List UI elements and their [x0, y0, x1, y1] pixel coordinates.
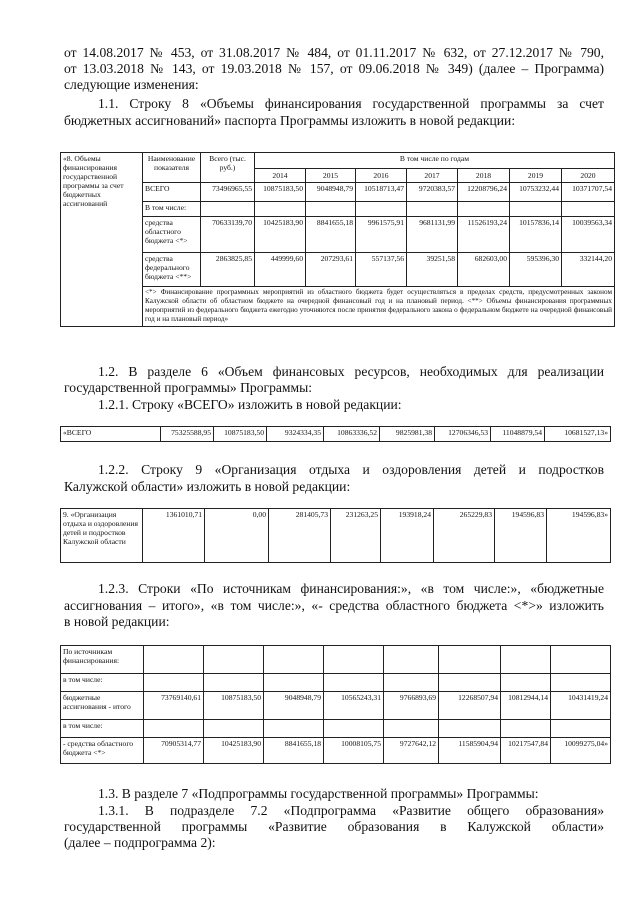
cell-value: 9324334,35: [267, 427, 324, 442]
item-1-3-1-line-2: государственной программы «Развитие образования в Калужской области»: [64, 819, 604, 834]
cell-value: 9048948,79: [306, 183, 356, 202]
cell-value: 9825981,38: [380, 427, 435, 442]
table-footnote: <*> Финансирование программных мероприятий из областного бюджета будет осуществляться в пределах средств, предусмотренных законом Калужской области об областном бюджете на очередной финансовый год и на плановый период. <**> Объемы финансирования программных мероприятий из федерального бюджета ежегодно уточняются после принятия федерального закона о федеральном бюджете на очередной финансовый год и на плановый период»: [143, 287, 615, 327]
cell-value: 8841655,18: [306, 217, 356, 253]
cell-value: [384, 674, 439, 692]
row-total: 73496965,55: [201, 183, 255, 202]
cell-value: 11585904,94: [439, 738, 501, 764]
cell-value: 10875183,50: [204, 692, 264, 720]
item-1-3-1-line-1: 1.3.1. В подразделе 7.2 «Подпрограмма «Развитие общего образования»: [98, 803, 604, 818]
cell-value: [501, 646, 551, 674]
cell-value: 9720383,57: [407, 183, 458, 202]
row-label: 9. «Организация отдыха и оздоровления детей и подростков Калужской области: [61, 509, 143, 563]
cell-value: [204, 646, 264, 674]
cell-value: 10371707,54: [562, 183, 615, 202]
cell-value: [144, 646, 204, 674]
year-header: 2020: [562, 169, 615, 183]
cell-value: 11526193,24: [458, 217, 510, 253]
cell-value: 12268507,94: [439, 692, 501, 720]
cell-value: [439, 646, 501, 674]
cell-value: 10431419,24: [551, 692, 611, 720]
cell-value: 0,00: [205, 509, 269, 563]
cell-value: 682603,00: [458, 253, 510, 287]
cell-value: 9766893,69: [384, 692, 439, 720]
table-row: [61, 253, 615, 287]
cell-value: 9961575,91: [356, 217, 407, 253]
cell-value: 10753232,44: [510, 183, 562, 202]
cell-value: 557137,56: [356, 253, 407, 287]
cell-value: [324, 674, 384, 692]
cell-value: 10875183,50: [214, 427, 267, 442]
cell-value: 10875183,50: [255, 183, 306, 202]
row-label: средства областного бюджета <*>: [143, 217, 201, 253]
row-total: 70633139,70: [201, 217, 255, 253]
row-label: средства федерального бюджета <**>: [143, 253, 201, 287]
col-name-header: Наименование показателя: [143, 153, 201, 183]
cell-value: [384, 720, 439, 738]
row-label: в том числе:: [61, 674, 144, 692]
item-1-2-3-line-3: в новой редакции:: [64, 614, 170, 629]
cell-value: [458, 202, 510, 217]
cell-value: 10863336,52: [324, 427, 380, 442]
cell-value: [551, 720, 611, 738]
cell-value: 281405,73: [269, 509, 331, 563]
year-header: 2015: [306, 169, 356, 183]
year-header: 2014: [255, 169, 306, 183]
cell-value: [439, 674, 501, 692]
table-row: [61, 674, 611, 692]
item-1-2-2-line-1: 1.2.2. Строку 9 «Организация отдыха и оздоровления детей и подростков: [98, 462, 604, 477]
table-row: [61, 720, 611, 738]
cell-value: [407, 202, 458, 217]
cell-value: [384, 646, 439, 674]
year-header: 2018: [458, 169, 510, 183]
cell-value: [562, 202, 615, 217]
cell-value: [324, 720, 384, 738]
intro-line-3: следующие изменения:: [64, 77, 199, 92]
cell-value: [551, 674, 611, 692]
cell-value: [264, 674, 324, 692]
cell-value: [255, 202, 306, 217]
cell-value: 10812944,14: [501, 692, 551, 720]
sources-table: [60, 645, 611, 764]
cell-value: 70905314,77: [144, 738, 204, 764]
cell-value: [264, 720, 324, 738]
row-label: По источникам финансирования:: [61, 646, 144, 674]
cell-value: 265229,83: [434, 509, 495, 563]
cell-value: 194596,83»: [547, 509, 611, 563]
cell-value: 12208796,24: [458, 183, 510, 202]
item-1-1-line-2: бюджетных ассигнований» паспорта Программы изложить в новой редакции:: [64, 113, 516, 128]
cell-value: [501, 720, 551, 738]
row-label: ВСЕГО: [143, 183, 201, 202]
row-label: «ВСЕГО: [61, 427, 161, 442]
year-header: 2019: [510, 169, 562, 183]
cell-value: 9681131,99: [407, 217, 458, 253]
cell-value: 332144,20: [562, 253, 615, 287]
item-1-3-1-line-3: (далее – подпрограмма 2):: [64, 835, 216, 850]
cell-value: 193918,24: [381, 509, 434, 563]
cell-value: 10217547,84: [501, 738, 551, 764]
cell-value: [204, 674, 264, 692]
cell-value: [439, 720, 501, 738]
cell-value: [551, 646, 611, 674]
cell-value: 12706346,53: [435, 427, 491, 442]
cell-value: 10099275,04»: [551, 738, 611, 764]
table-row: [61, 427, 611, 442]
item-1-2-3-line-2: ассигнования – итого», «в том числе:», «- средства областного бюджета <*>» изложить: [64, 598, 604, 613]
cell-value: [356, 202, 407, 217]
cell-value: 231263,25: [331, 509, 381, 563]
row-title-cell: «8. Объемы финансирования государственной программы за счет бюджетных ассигнований: [61, 153, 143, 327]
col-years-header: В том числе по годам: [255, 153, 615, 169]
row-label: бюджетные ассигнования - итого: [61, 692, 144, 720]
item-1-2-3-line-1: 1.2.3. Строки «По источникам финансирования:», «в том числе:», «бюджетные: [98, 581, 604, 596]
cell-value: 10681527,13»: [545, 427, 611, 442]
intro-line-1: от 14.08.2017 № 453, от 31.08.2017 № 484, от 01.11.2017 № 632, от 27.12.2017 № 790,: [64, 45, 604, 60]
cell-value: 9727642,12: [384, 738, 439, 764]
row-label: в том числе:: [61, 720, 144, 738]
cell-value: [510, 202, 562, 217]
cell-value: 73769140,61: [144, 692, 204, 720]
row-label: - средства областного бюджета <*>: [61, 738, 144, 764]
intro-line-2: от 13.03.2018 № 143, от 19.03.2018 № 157, от 09.06.2018 № 349) (далее – Программа): [64, 61, 604, 76]
row-total: [201, 202, 255, 217]
financing-table: [60, 152, 615, 327]
table-row: [61, 217, 615, 253]
cell-value: 75325588,95: [161, 427, 214, 442]
cell-value: 10425183,90: [255, 217, 306, 253]
total-row-table: [60, 426, 611, 442]
table-row: [61, 646, 611, 674]
cell-value: 449999,60: [255, 253, 306, 287]
item-1-1-line-1: 1.1. Строку 8 «Объемы финансирования государственной программы за счет: [98, 96, 604, 111]
table-row: [61, 509, 611, 563]
table-row: [61, 202, 615, 217]
cell-value: [144, 720, 204, 738]
item-1-2-line-1: 1.2. В разделе 6 «Объем финансовых ресурсов, необходимых для реализации: [98, 364, 604, 379]
cell-value: [144, 674, 204, 692]
table-row: [61, 692, 611, 720]
year-header: 2016: [356, 169, 407, 183]
item-1-2-2-line-2: Калужской области» изложить в новой редакции:: [64, 479, 351, 494]
cell-value: 10425183,90: [204, 738, 264, 764]
item-1-2-1: 1.2.1. Строку «ВСЕГО» изложить в новой редакции:: [98, 397, 402, 412]
cell-value: 11048879,54: [491, 427, 545, 442]
row-9-table: [60, 508, 611, 563]
item-1-3: 1.3. В разделе 7 «Подпрограммы государственной программы» Программы:: [98, 786, 539, 801]
cell-value: 9048948,79: [264, 692, 324, 720]
table-row: [61, 738, 611, 764]
cell-value: [501, 674, 551, 692]
row-label: В том числе:: [143, 202, 201, 217]
cell-value: 1361010,71: [143, 509, 205, 563]
cell-value: [204, 720, 264, 738]
cell-value: 10565243,31: [324, 692, 384, 720]
row-total: 2863825,85: [201, 253, 255, 287]
cell-value: 207293,61: [306, 253, 356, 287]
cell-value: 39251,58: [407, 253, 458, 287]
cell-value: 8841655,18: [264, 738, 324, 764]
cell-value: 194596,83: [495, 509, 547, 563]
cell-value: [324, 646, 384, 674]
cell-value: 10518713,47: [356, 183, 407, 202]
item-1-2-line-2: государственной программы» Программы:: [64, 380, 313, 395]
table-row: [61, 183, 615, 202]
col-total-header: Всего (тыс. руб.): [201, 153, 255, 183]
cell-value: [306, 202, 356, 217]
cell-value: 10157836,14: [510, 217, 562, 253]
cell-value: 10008105,75: [324, 738, 384, 764]
cell-value: [264, 646, 324, 674]
cell-value: 595396,30: [510, 253, 562, 287]
year-header: 2017: [407, 169, 458, 183]
cell-value: 10039563,34: [562, 217, 615, 253]
